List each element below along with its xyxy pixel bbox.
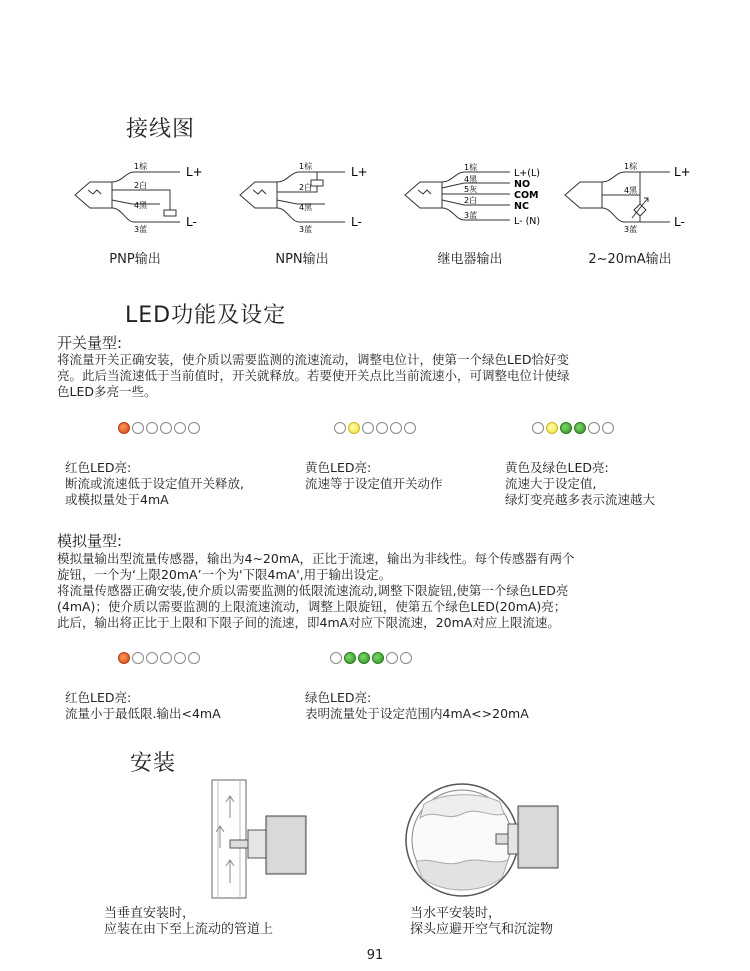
analog-wire3: 3蓝: [624, 225, 638, 234]
led-off-indicator: [532, 422, 544, 434]
led-off-indicator: [334, 422, 346, 434]
led-off-indicator: [146, 652, 158, 664]
npn-wire1: 1棕: [299, 162, 313, 171]
pnp-caption: PNP输出: [109, 252, 161, 267]
pnp-wire1: 1棕: [134, 162, 148, 171]
switch-desc-1: 红色LED亮: 断流或流速低于设定值开关释放, 或模拟量处于4mA: [65, 460, 244, 507]
led-red-indicator: [118, 422, 130, 434]
led-off-indicator: [588, 422, 600, 434]
led-off-indicator: [362, 422, 374, 434]
pnp-lplus: L+: [186, 165, 203, 179]
pnp-lminus: L-: [186, 215, 197, 229]
pnp-wire2: 2白: [134, 181, 148, 190]
led-green-indicator: [344, 652, 356, 664]
analog-heading: 模拟量型:: [57, 532, 123, 550]
relay-term-nc: NC: [514, 201, 529, 212]
horizontal-install-illustration: [400, 778, 570, 903]
page-number: 91: [366, 948, 384, 963]
analog-desc-1: 红色LED亮: 流量小于最低限.输出<4mA: [65, 690, 221, 721]
analog-led-row-2: [330, 652, 412, 664]
switch-desc-3: 黄色及绿色LED亮: 流速大于设定值, 绿灯变亮越多表示流速越大: [505, 460, 656, 507]
relay-wire4: 4黑: [464, 175, 478, 184]
relay-wire3: 3蓝: [464, 211, 478, 220]
relay-term-no: NO: [514, 179, 531, 190]
led-red-indicator: [118, 652, 130, 664]
switch-led-row-2: [334, 422, 416, 434]
led-off-indicator: [188, 422, 200, 434]
relay-wire2: 2白: [464, 196, 478, 205]
npn-wire2: 2白: [299, 183, 313, 192]
npn-caption: NPN输出: [275, 252, 329, 267]
relay-wire5: 5灰: [464, 185, 478, 194]
led-section-title: LED功能及设定: [125, 303, 287, 328]
led-off-indicator: [330, 652, 342, 664]
relay-term-com: COM: [514, 190, 539, 201]
analog-desc-2: 绿色LED亮: 表明流量处于设定范围内4mA<>20mA: [305, 690, 529, 721]
relay-wire1: 1棕: [464, 163, 478, 172]
analog-wire4: 4黑: [624, 186, 638, 195]
switch-text: 将流量开关正确安装，使介质以需要监测的流速流动，调整电位计，使第一个绿色LED恰好变 亮。此后当流速低于当前值时，开关就释放。若要使开关点比当前流速小，可调整电位计使绿 色LED多亮一些。: [57, 352, 570, 399]
led-off-indicator: [404, 422, 416, 434]
analog-lminus: L-: [674, 215, 685, 229]
install-title: 安装: [130, 751, 177, 776]
led-off-indicator: [390, 422, 402, 434]
led-yellow-indicator: [348, 422, 360, 434]
relay-diagram: [400, 160, 560, 240]
led-off-indicator: [160, 422, 172, 434]
switch-led-row-3: [532, 422, 614, 434]
led-off-indicator: [386, 652, 398, 664]
relay-caption: 继电器输出: [437, 252, 503, 267]
npn-wire3: 3蓝: [299, 225, 313, 234]
analog-led-row-1: [118, 652, 200, 664]
switch-desc-2: 黄色LED亮: 流速等于设定值开关动作: [305, 460, 443, 491]
led-off-indicator: [400, 652, 412, 664]
relay-term-n: L- (N): [514, 216, 541, 227]
analog-lplus: L+: [674, 165, 691, 179]
analog-diagram: [560, 160, 710, 240]
led-off-indicator: [602, 422, 614, 434]
led-yellow-indicator: [546, 422, 558, 434]
npn-diagram: [235, 160, 385, 240]
pnp-diagram: [70, 160, 220, 240]
led-off-indicator: [160, 652, 172, 664]
led-green-indicator: [358, 652, 370, 664]
led-off-indicator: [146, 422, 158, 434]
pnp-wire3: 3蓝: [134, 225, 148, 234]
npn-lminus: L-: [351, 215, 362, 229]
analog-text: 模拟量输出型流量传感器，输出为4~20mA，正比于流速，输出为非线性。每个传感器有两个 旋钮，一个为‘上限20mA’一个为'下限4mA',用于输出设定。 将流量传感器正确安装,使介质以需要监测的低限流速流动,调整下限旋钮,使第一个绿色LED亮 (4mA)；使介质以需要监测的上限流速流动，调整上限旋钮，使第五个绿色LED(20mA)亮； 此后，输出将正比于上限和下限子间的流速，即4mA对应下限流速，20mA对应上限流速。: [57, 551, 575, 630]
switch-led-row-1: [118, 422, 200, 434]
pnp-wire4: 4黑: [134, 201, 148, 210]
vertical-install-illustration: [200, 778, 330, 903]
horizontal-install-caption: 当水平安装时， 探头应避开空气和沉淀物: [410, 906, 554, 937]
led-green-indicator: [372, 652, 384, 664]
led-off-indicator: [174, 652, 186, 664]
analog-caption: 2~20mA输出: [588, 252, 672, 267]
led-off-indicator: [132, 422, 144, 434]
vertical-install-caption: 当垂直安装时， 应装在由下至上流动的管道上: [104, 906, 274, 937]
led-off-indicator: [132, 652, 144, 664]
npn-wire4: 4黑: [299, 203, 313, 212]
analog-wire1: 1棕: [624, 162, 638, 171]
led-green-indicator: [574, 422, 586, 434]
led-off-indicator: [174, 422, 186, 434]
led-off-indicator: [188, 652, 200, 664]
relay-term-l: L+(L): [514, 168, 540, 179]
led-off-indicator: [376, 422, 388, 434]
switch-heading: 开关量型:: [57, 334, 123, 352]
wiring-title: 接线图: [126, 117, 196, 142]
led-green-indicator: [560, 422, 572, 434]
npn-lplus: L+: [351, 165, 368, 179]
